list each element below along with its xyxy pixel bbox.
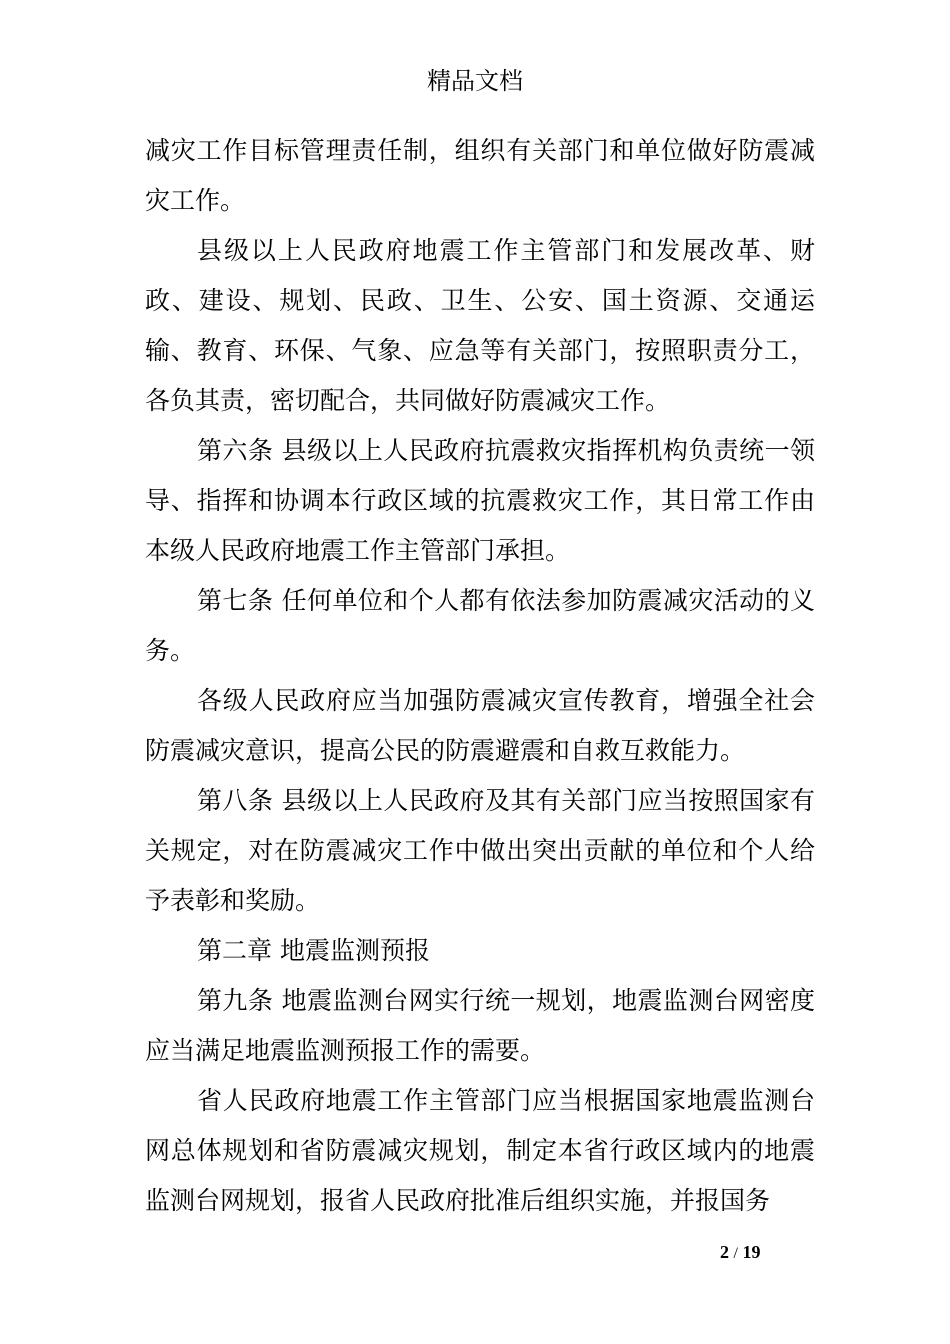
- paragraph-article-6: 第六条 县级以上人民政府抗震救灾指挥机构负责统一领导、指挥和协调本行政区域的抗震救灾工作，其日常工作由本级人民政府地震工作主管部门承担。: [145, 436, 815, 565]
- page-header: [0, 64, 950, 98]
- paragraph: 省人民政府地震工作主管部门应当根据国家地震监测台网总体规划和省防震减灾规划，制定本省行政区域内的地震监测台网规划，报省人民政府批准后组织实施，并报国务: [145, 1086, 815, 1215]
- document-body: [145, 126, 815, 1226]
- page-current: 2: [720, 1242, 729, 1262]
- paragraph-article-9: 第九条 地震监测台网实行统一规划，地震监测台网密度应当满足地震监测预报工作的需要。: [145, 986, 815, 1065]
- paragraph: 各级人民政府应当加强防震减灾宣传教育，增强全社会防震减灾意识，提高公民的防震避震和自救互救能力。: [145, 686, 815, 765]
- paragraph-continued: 减灾工作目标管理责任制，组织有关部门和单位做好防震减灾工作。: [145, 136, 815, 215]
- header-title: 精品文档: [427, 67, 523, 95]
- paragraph: 县级以上人民政府地震工作主管部门和发展改革、财政、建设、规划、民政、卫生、公安、国土资源、交通运输、教育、环保、气象、应急等有关部门，按照职责分工，各负其责，密切配合，共同做好防震减灾工作。: [145, 236, 815, 415]
- page-separator: /: [733, 1245, 738, 1262]
- paragraph-article-8: 第八条 县级以上人民政府及其有关部门应当按照国家有关规定，对在防震减灾工作中做出突出贡献的单位和个人给予表彰和奖励。: [145, 786, 815, 915]
- chapter-heading: 第二章 地震监测预报: [197, 936, 430, 965]
- page-total: 19: [742, 1242, 761, 1262]
- page-number: [720, 1240, 800, 1266]
- paragraph-article-7: 第七条 任何单位和个人都有依法参加防震减灾活动的义务。: [145, 586, 815, 665]
